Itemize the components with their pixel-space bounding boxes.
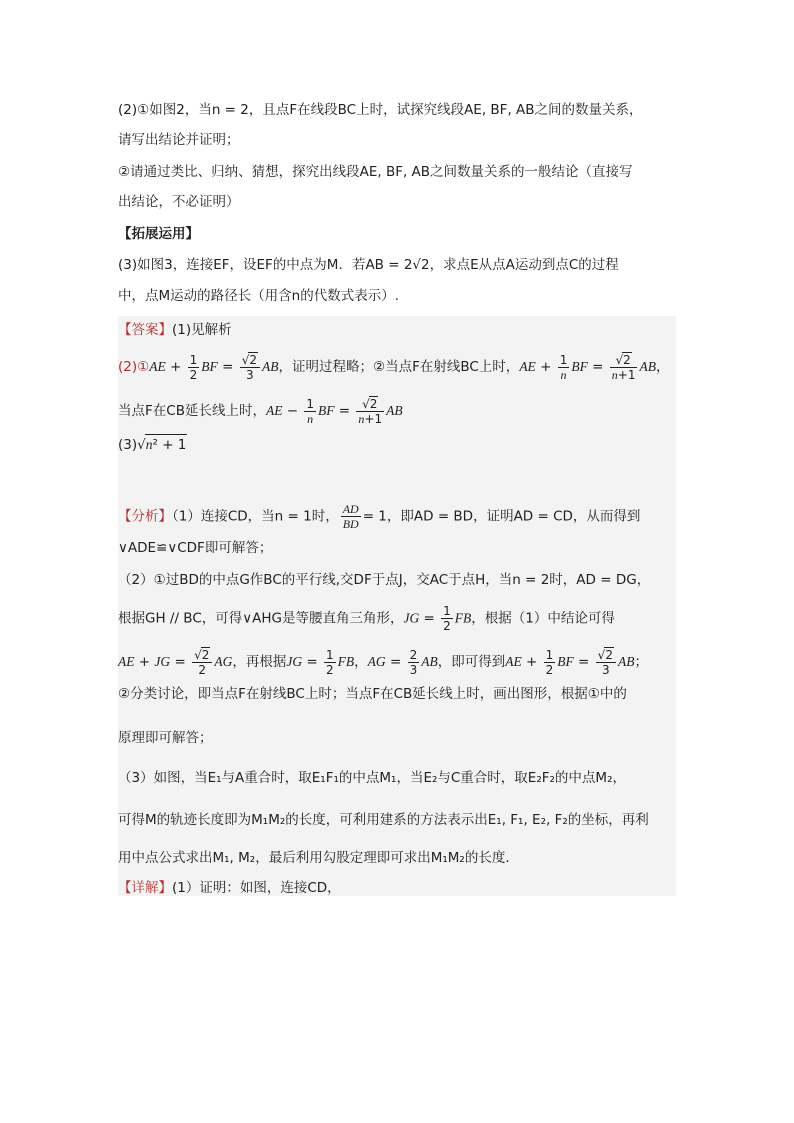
analysis-text-1b: = 1，即AD = BD，证明AD = CD，从而得到: [362, 508, 641, 525]
analysis-line3: （2）①过BD的中点G作BC的平行线,交DF于点J，交AC于点H，当n = 2时，AD = DG，: [118, 572, 651, 588]
section-heading: 【拓展运用】: [118, 226, 199, 242]
problem-q2-line1: (2)①如图2，当n = 2，且点F在线段BC上时，试探究线段AE, BF, AB之间的数量关系，: [118, 102, 643, 118]
detail-text: (1）证明：如图，连接CD，: [172, 880, 341, 896]
analysis-line6: ②分类讨论，即当点F在射线BC上时；当点F在CB延长线上时，画出图形，根据①中的: [118, 686, 627, 702]
analysis-line10: 用中点公式求出M₁, M₂，最后利用勾股定理即可求出M₁M₂的长度.: [118, 850, 510, 866]
analysis-text-1a: （1）连接CD，当n = 1时，: [172, 508, 339, 525]
analysis-text-5b: ，即可得到: [437, 654, 506, 670]
problem-q2b-line2: 出结论，不必证明）: [118, 194, 240, 210]
analysis-label: 【分析】: [118, 508, 172, 525]
analysis-line1: 【分析】（1）连接CD，当n = 1时， $\frac{AD}{BD}$ = 1，即AD = BD，证明AD = CD，从而得到: [118, 502, 641, 531]
detail-label: 【详解】: [118, 880, 172, 896]
analysis-text-4a: 根据GH // BC，可得∨AHG是等腰直角三角形，: [118, 610, 404, 627]
detail-line: [118, 878, 341, 898]
problem-q2-line2: 请写出结论并证明；: [118, 132, 240, 148]
analysis-line9: 可得M的轨迹长度即为M₁M₂的长度，可利用建系的方法表示出E₁, F₁, E₂, F₂的坐标，再利: [118, 812, 649, 828]
problem-q2b-line1: ②请通过类比、归纳、猜想，探究出线段AE, BF, AB之间数量关系的一般结论（直接写: [118, 164, 633, 180]
problem-q3-line2: 中，点M运动的路径长（用含n的代数式表示）.: [118, 288, 399, 304]
answer-part2-prefix: (2)①: [118, 359, 150, 375]
answer-part1: (1)见解析: [172, 322, 232, 338]
analysis-line8: （3）如图，当E₁与A重合时，取E₁F₁的中点M₁，当E₂与C重合时，取E₂F₂的中点M₂，: [118, 770, 626, 786]
answer-label: 【答案】: [118, 322, 172, 338]
analysis-text-5a: ，再根据: [232, 654, 287, 670]
analysis-line5: AE + JG = $\frac{√2}{2}$ AG，再根据JG = $\frac{1}{2}$ FB，AG = $\frac{2}{3}$ AB，即可得到AE + $\frac{1}{2}$ BF = $\frac{√2}{3}$ AB；: [118, 647, 648, 677]
answer-part2-text: ，证明过程略；②当点F在射线BC上时，: [278, 359, 520, 375]
analysis-line7: 原理即可解答；: [118, 730, 213, 746]
problem-q3-line1: (3)如图3，连接EF，设EF的中点为M．若AB = 2√2，求点E从点A运动到点C的过程: [118, 257, 619, 273]
answer-part3-prefix: (3): [118, 437, 138, 453]
answer-line2: (2)①AE + $\frac{1}{2}$ BF = $\frac{√2}{3}$ AB，证明过程略；②当点F在射线BC上时，AE + $\frac{1}{n}$ BF = $\frac{√2}{n+1}$ AB，: [118, 352, 670, 382]
analysis-line2: ∨ADE≌∨CDF即可解答；: [118, 540, 273, 556]
analysis-text-4b: ，根据（1）中结论可得: [471, 610, 615, 627]
answer-part2b-text: 当点F在CB延长线上时，: [118, 403, 266, 419]
answer-line1: [118, 320, 232, 340]
answer-line4: (3)√n² + 1: [118, 434, 187, 455]
analysis-line4: 根据GH // BC，可得∨AHG是等腰直角三角形，JG = $\frac{1}{2}$ FB，根据（1）中结论可得: [118, 604, 615, 633]
answer-line3: 当点F在CB延长线上时，AE − $\frac{1}{n}$ BF = $\frac{√2}{n+1}$ AB: [118, 396, 403, 426]
